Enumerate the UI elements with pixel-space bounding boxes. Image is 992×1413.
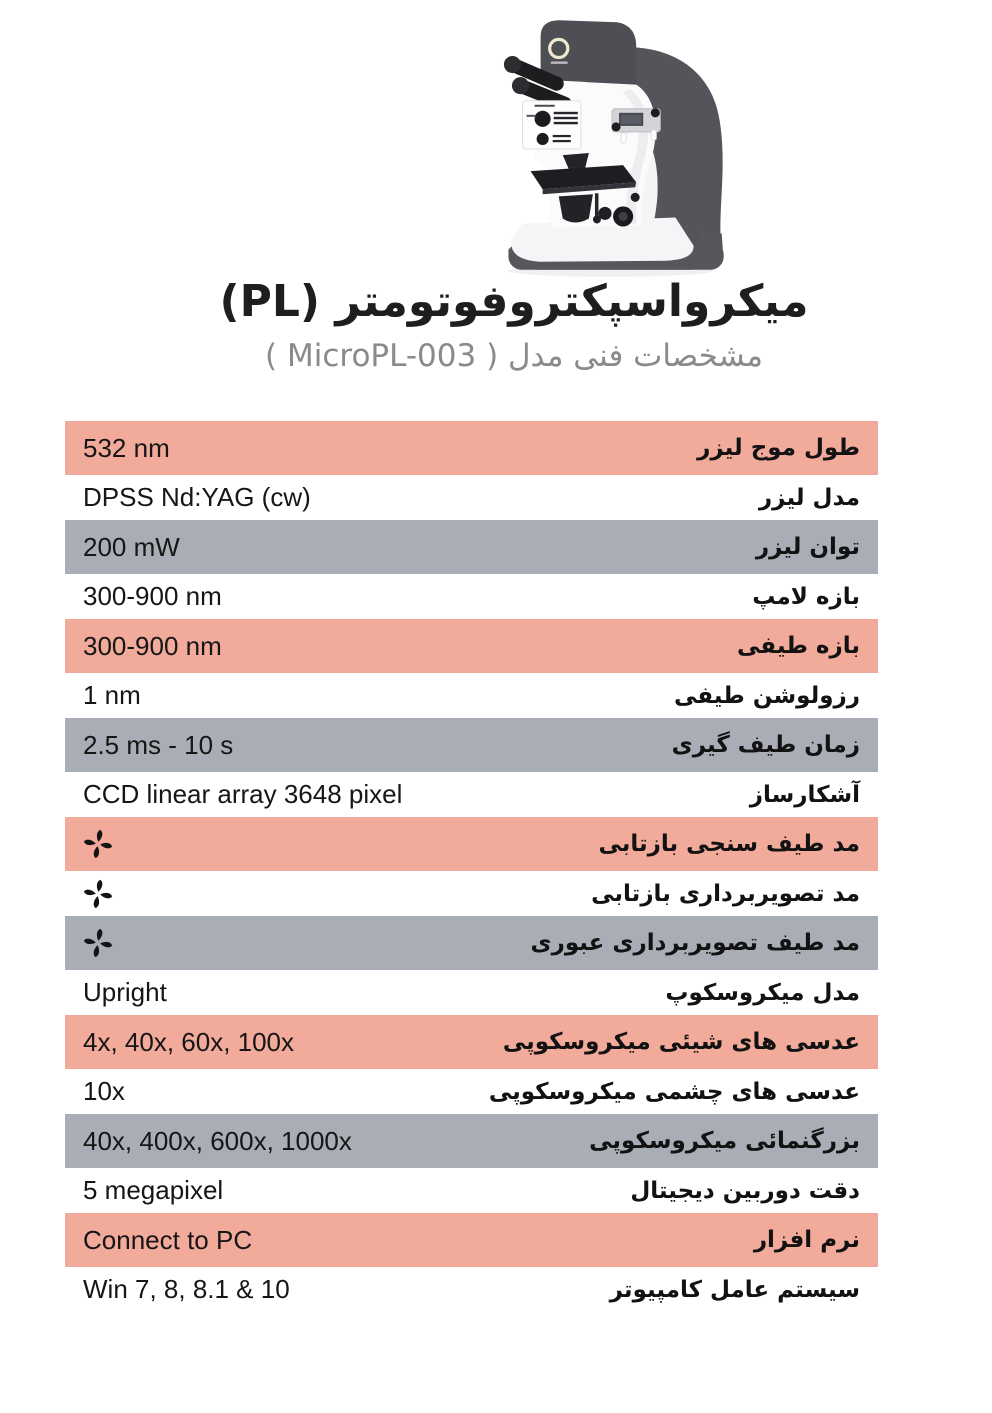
spec-value: 300-900 nm <box>83 630 222 661</box>
spec-value: Win 7, 8, 8.1 & 10 <box>83 1274 290 1304</box>
florette-icon <box>83 828 113 860</box>
spec-row-acquisition-time <box>65 718 878 772</box>
spec-label: نرم افزار <box>753 1227 860 1253</box>
spec-label: آشکارساز <box>749 781 860 808</box>
spec-label: عدسی های چشمی میکروسکوپی <box>488 1078 860 1105</box>
spec-row-laser-model <box>65 475 878 520</box>
spec-value: 40x, 400x, 600x, 1000x <box>83 1125 352 1156</box>
spec-value: 5 megapixel <box>83 1175 224 1205</box>
spec-label: مد طیف سنجی بازتابی <box>598 831 860 857</box>
spec-value: Upright <box>83 977 167 1007</box>
spec-label: مد طیف تصویربرداری عبوری <box>530 930 860 956</box>
spec-row-operating-system <box>65 1267 878 1312</box>
spec-row-laser-power <box>65 520 878 574</box>
spec-row-objective-lenses <box>65 1015 878 1069</box>
spec-row-microscope-model <box>65 970 878 1015</box>
spec-row-laser-wavelength <box>65 421 878 475</box>
spec-label: زمان طیف گیری <box>671 732 860 758</box>
spec-value: Connect to PC <box>83 1224 253 1255</box>
spec-row-detector <box>65 772 878 817</box>
spec-row-camera-resolution <box>65 1168 878 1213</box>
florette-icon <box>83 927 113 959</box>
microscope-illustration <box>438 8 770 280</box>
spec-label: بازه لامپ <box>752 583 860 610</box>
spec-label: رزولوشن طیفی <box>673 682 860 709</box>
spec-value: CCD linear array 3648 pixel <box>83 779 403 809</box>
spec-value: 4x, 40x, 60x, 100x <box>83 1026 295 1057</box>
feature-supported-icon <box>83 828 113 860</box>
page-subtitle: مشخصات فنی مدل ( MicroPL-003 ) <box>265 338 763 374</box>
spec-value: 300-900 nm <box>83 581 222 611</box>
spec-row-reflective-spectroscopy-mode <box>65 817 878 871</box>
spec-row-transmission-imaging-mode <box>65 916 878 970</box>
spec-label: طول موج لیزر <box>697 435 860 461</box>
spec-value: DPSS Nd:YAG (cw) <box>83 482 311 512</box>
spec-table <box>65 421 878 1312</box>
spec-value: 200 mW <box>83 531 180 562</box>
microscope-product-image <box>438 8 770 280</box>
spec-label: بازه طیفی <box>737 633 860 659</box>
florette-icon <box>83 878 113 910</box>
spec-label: مد تصویربرداری بازتابی <box>591 880 860 907</box>
spec-label: دقت دوربین دیجیتال <box>630 1177 860 1204</box>
spec-row-spectral-range <box>65 619 878 673</box>
spec-label: سیستم عامل کامپیوتر <box>609 1276 860 1303</box>
feature-supported-icon <box>83 927 113 959</box>
spec-row-magnification <box>65 1114 878 1168</box>
spec-value: 2.5 ms - 10 s <box>83 729 234 760</box>
page-title: میکرواسپکتروفوتومتر (PL) <box>219 276 809 327</box>
spec-label: مدل لیزر <box>758 484 860 511</box>
spec-label: عدسی های شیئی میکروسکوپی <box>502 1029 860 1055</box>
spec-row-software <box>65 1213 878 1267</box>
spec-row-spectral-resolution <box>65 673 878 718</box>
spec-label: بزرگنمائی میکروسکوپی <box>589 1128 860 1154</box>
feature-supported-icon <box>83 878 113 910</box>
spec-label: توان لیزر <box>755 534 860 560</box>
spec-label: مدل میکروسکوپ <box>665 979 860 1006</box>
spec-value: 1 nm <box>83 680 141 710</box>
spec-value: 532 nm <box>83 432 170 463</box>
spec-row-reflective-imaging-mode <box>65 871 878 916</box>
spec-row-eyepiece-lenses <box>65 1069 878 1114</box>
spec-row-lamp-range <box>65 574 878 619</box>
spec-value: 10x <box>83 1076 125 1106</box>
